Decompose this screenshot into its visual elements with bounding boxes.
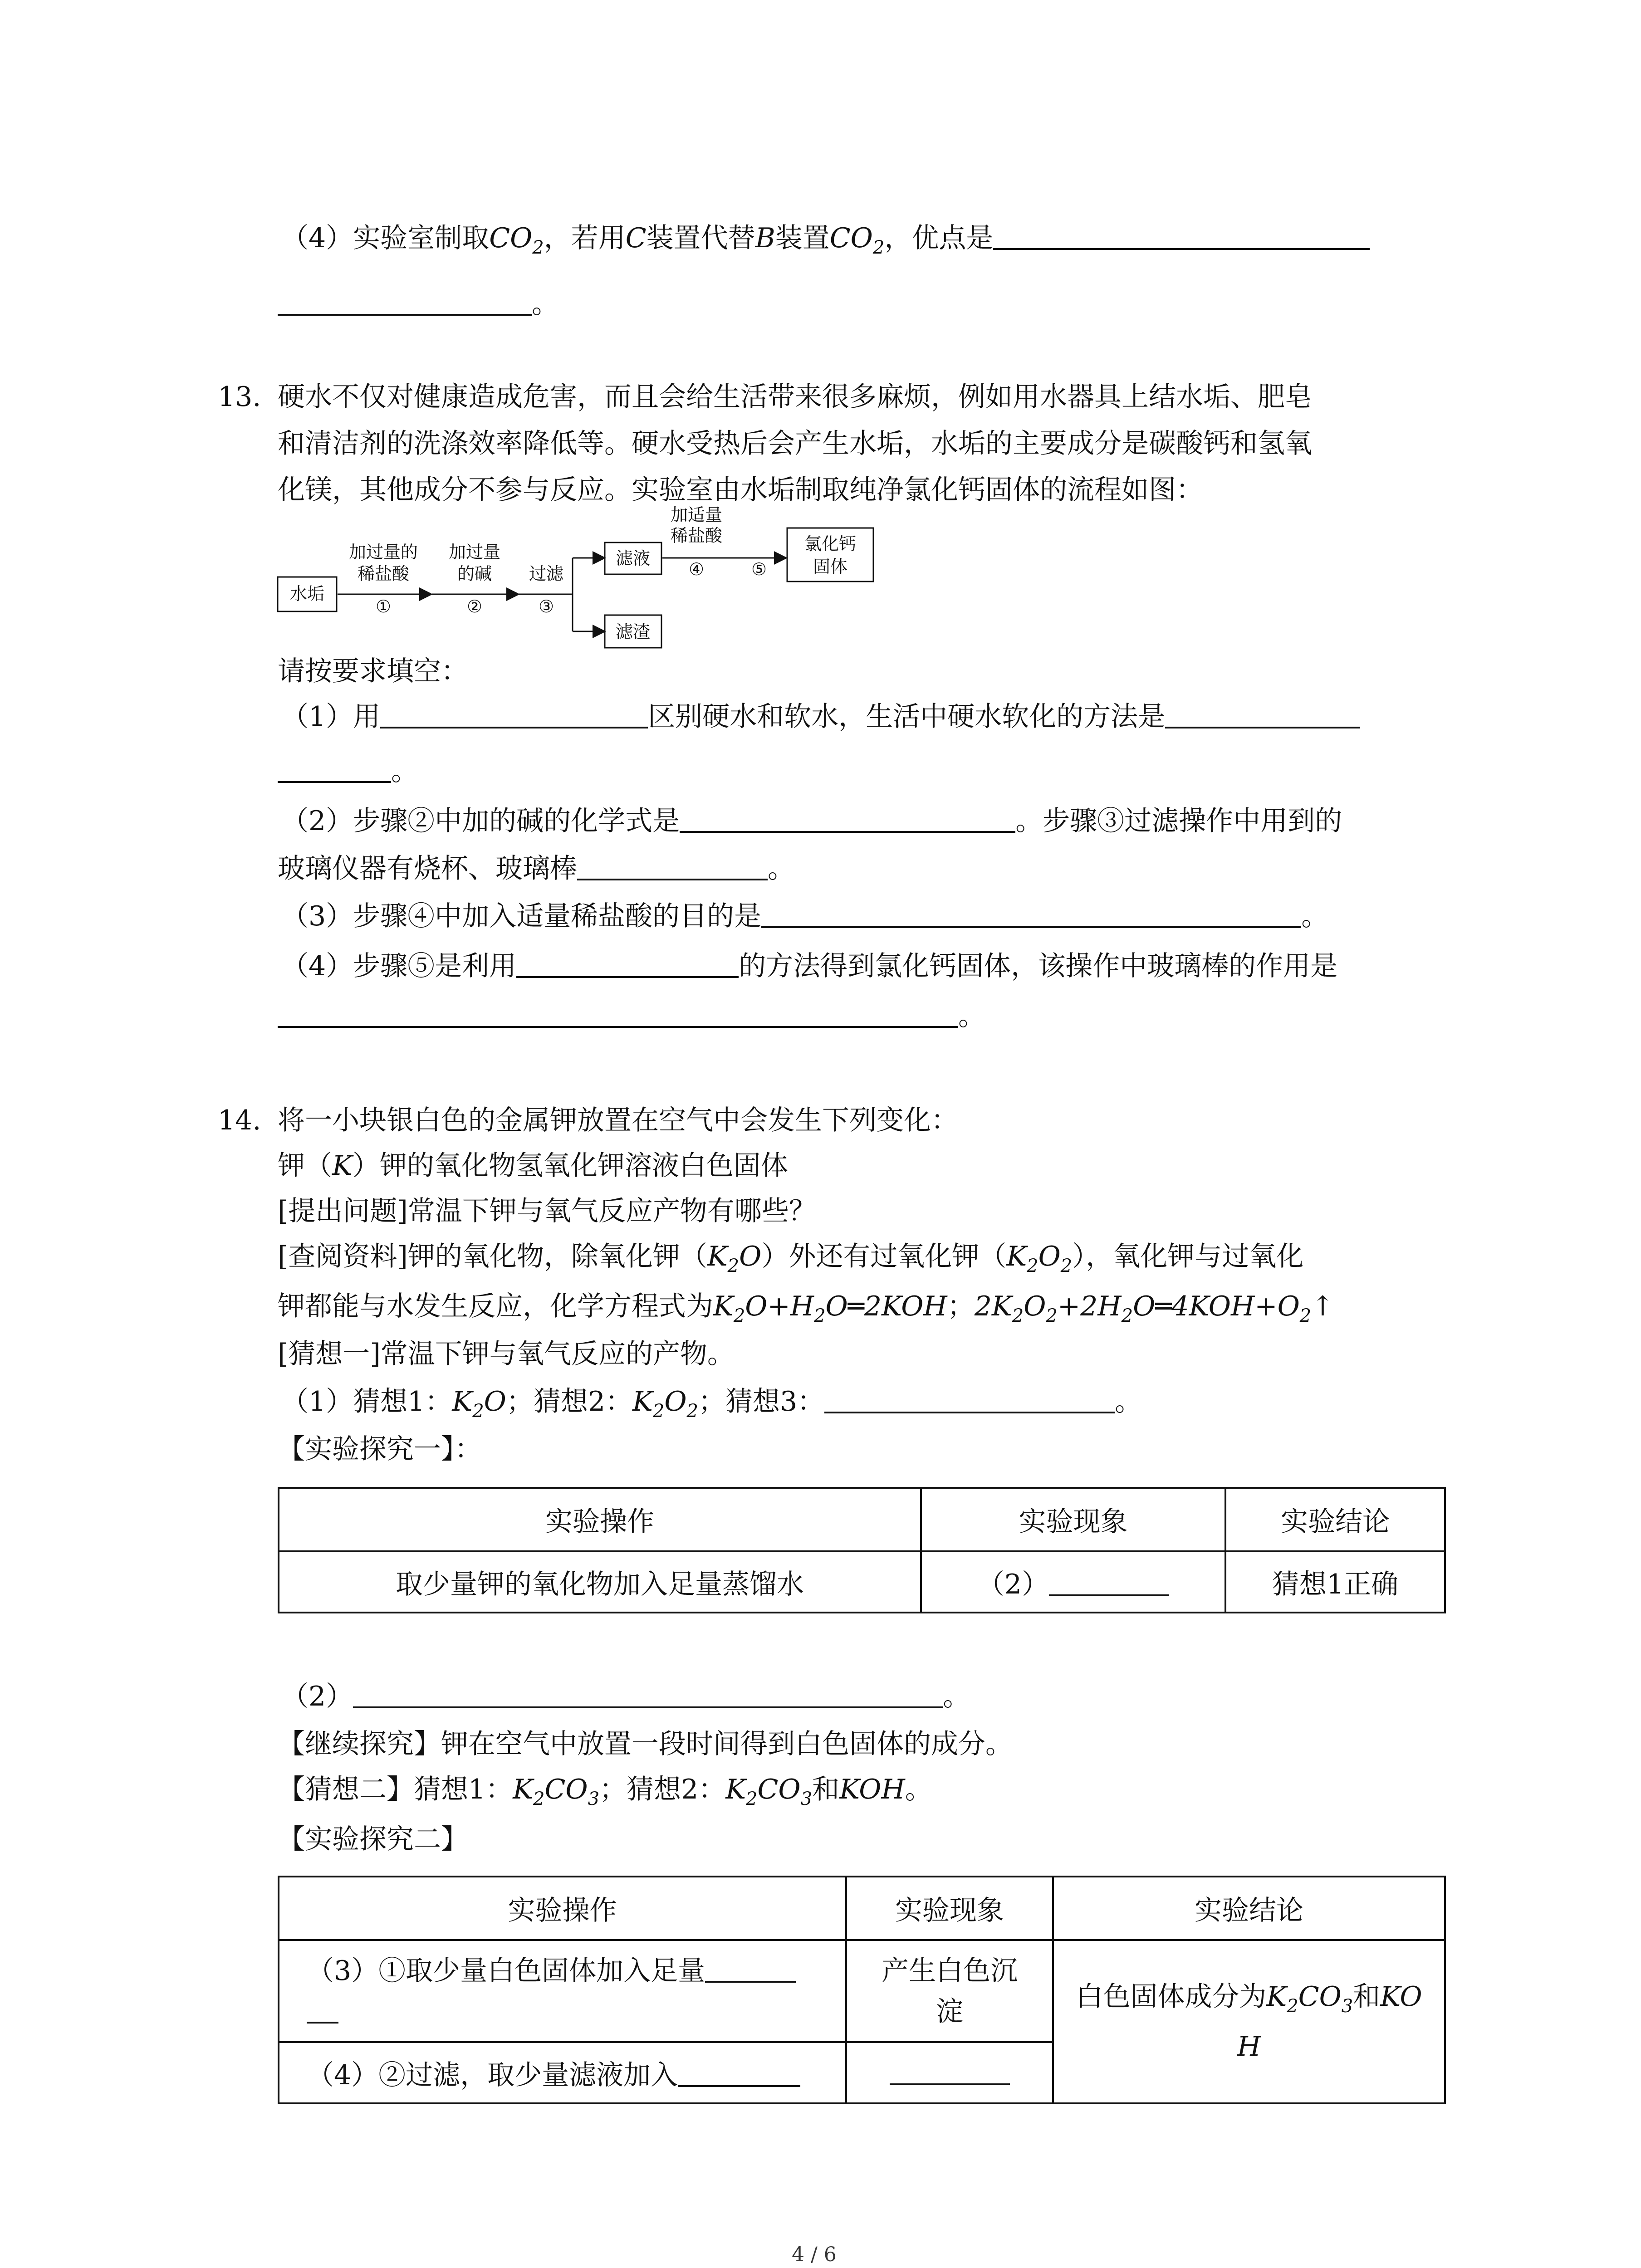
flow-step3-top: 过滤 <box>529 564 564 584</box>
answer-blank[interactable] <box>824 1384 1115 1413</box>
page-number: 4 / 6 <box>792 2243 837 2266</box>
answer-blank[interactable] <box>278 287 532 316</box>
table2-row1-phenomenon: 产生白色沉 淀 <box>846 1940 1053 2042</box>
q14-line12: 【实验探究二】 <box>278 1823 468 1855</box>
answer-blank[interactable] <box>1165 699 1360 728</box>
q14-line4: [查阅资料]钾的氧化物，除氧化钾$(K_2O)$外还有过氧化钾$(K_2O_2)$，氧化钾与过氧化 <box>278 1241 1304 1276</box>
answer-blank[interactable] <box>680 804 1015 833</box>
answer-blank[interactable] <box>1049 1567 1169 1596</box>
q13-part3: （3）步骤④中加入适量稀盐酸的目的是 。 <box>281 894 1328 939</box>
answer-blank[interactable] <box>993 221 1370 250</box>
q13-part4: （4）步骤⑤是利用 的方法得到氯化钙固体，该操作中玻璃棒的作用是 <box>281 943 1337 989</box>
answer-blank[interactable] <box>678 2058 800 2087</box>
flow-step4-mid: 稀盐酸 <box>670 526 723 546</box>
answer-blank[interactable] <box>307 1994 338 2024</box>
table2-header-phenomenon: 实验现象 <box>846 1877 1053 1940</box>
table1-cell-operation: 取少量钾的氧化物加入足量蒸馏水 <box>279 1551 921 1613</box>
q13-part1-cont: 。 <box>278 748 418 794</box>
flow-filtrate-label: 滤液 <box>615 548 651 568</box>
answer-blank[interactable] <box>278 754 391 783</box>
flow-step2-num: ② <box>466 596 483 616</box>
table1-header-conclusion: 实验结论 <box>1225 1488 1445 1551</box>
flow-step1-mid: 稀盐酸 <box>357 564 410 584</box>
answer-blank[interactable] <box>705 1954 796 1983</box>
answer-blank[interactable] <box>761 899 1301 928</box>
q13-instruction: 请按要求填空： <box>278 655 468 687</box>
flow-product-label-2: 固体 <box>813 557 848 577</box>
table1-cell-conclusion: 猜想1正确 <box>1225 1551 1445 1613</box>
q14-line5: 钾都能与水发生反应，化学方程式为$K_2O+H_2O═2KOH$；$2K_2O_2+2H_2O═4KOH+O_2↑$ <box>278 1290 1334 1326</box>
flow-product-label-1: 氯化钙 <box>804 534 857 554</box>
q13-flow-diagram <box>272 505 898 658</box>
flow-step3-num: ③ <box>538 596 554 616</box>
q14-line2: 钾（K）钾的氧化物氢氧化钾溶液白色固体 <box>278 1150 788 1182</box>
flow-step2-top: 加过量 <box>448 542 501 562</box>
q13-part2-cont: 玻璃仪器有烧杯、玻璃棒 。 <box>278 846 795 891</box>
q14-line11: 【猜想二】猜想1：$K_2CO_3$；猜想2：$K_2CO_3$和KOH。 <box>278 1774 932 1809</box>
table1-header-operation: 实验操作 <box>279 1488 921 1551</box>
q13-stem-line1: 硬水不仅对健康造成危害，而且会给生活带来很多麻烦，例如用水器具上结水垢、肥皂 <box>278 381 1312 413</box>
q14-line3: [提出问题]常温下钾与氧气反应产物有哪些？ <box>278 1195 816 1227</box>
answer-blank[interactable] <box>890 2056 1010 2085</box>
flow-residue-label: 滤渣 <box>615 622 651 642</box>
q13-number: 13. <box>218 381 261 413</box>
table2-conclusion: 白色固体成分为$K_2CO_3$和KO H <box>1053 1940 1445 2103</box>
q12-part4-cont: 。 <box>278 281 559 327</box>
answer-blank[interactable] <box>577 851 768 880</box>
answer-blank[interactable] <box>516 949 739 978</box>
flow-start-label: 水垢 <box>289 584 325 604</box>
answer-blank[interactable] <box>278 999 958 1028</box>
q14-number: 14. <box>218 1105 261 1136</box>
q14-line8: 【实验探究一】： <box>278 1433 482 1465</box>
table1-cell-phenomenon: （2） <box>921 1551 1225 1613</box>
table2-row2-operation: （4）②过滤，取少量滤液加入 <box>279 2042 846 2103</box>
flow-step1-top: 加过量的 <box>348 542 418 562</box>
table2-header-conclusion: 实验结论 <box>1053 1877 1445 1940</box>
table2-row2-phenomenon <box>846 2042 1053 2103</box>
q14-line6: [猜想一]常温下钾与氧气反应的产物。 <box>278 1338 735 1370</box>
flow-step4-num: ④ <box>688 559 705 579</box>
q13-stem-line2: 和清洁剂的洗涤效率降低等。硬水受热后会产生水垢，水垢的主要成分是碳酸钙和氢氧 <box>278 428 1312 459</box>
flow-step4-top: 加适量 <box>670 505 723 525</box>
q14-line9: （2） 。 <box>281 1674 970 1719</box>
experiment-table-1 <box>278 1487 1446 1613</box>
q14-line7: （1）猜想1：$K_2O$；猜想2：$K_2O_2$；猜想3： 。 <box>281 1379 1142 1424</box>
flow-step5-num: ⑤ <box>751 559 767 579</box>
table2-row1-operation: （3）①取少量白色固体加入足量 <box>279 1940 846 2042</box>
q14-line10: 【继续探究】钾在空气中放置一段时间得到白色固体的成分。 <box>278 1728 1013 1760</box>
q13-part1: （1）用 区别硬水和软水，生活中硬水软化的方法是 <box>281 694 1360 739</box>
q13-part4-cont: 。 <box>278 993 985 1039</box>
q13-stem-line3: 化镁，其他成分不参与反应。实验室由水垢制取纯净氯化钙固体的流程如图： <box>278 474 1203 506</box>
q14-line1: 将一小块银白色的金属钾放置在空气中会发生下列变化： <box>278 1105 958 1136</box>
table2-header-operation: 实验操作 <box>279 1877 846 1940</box>
table1-header-phenomenon: 实验现象 <box>921 1488 1225 1551</box>
q12-part4: （4）实验室制取$CO_2$，若用C装置代替B装置$CO_2$，优点是 <box>281 215 1370 261</box>
experiment-table-2 <box>278 1876 1446 2104</box>
q13-part2: （2）步骤②中加的碱的化学式是 。步骤③过滤操作中用到的 <box>281 798 1342 844</box>
answer-blank[interactable] <box>380 699 648 728</box>
flow-step2-mid: 的碱 <box>457 564 492 584</box>
answer-blank[interactable] <box>353 1679 943 1708</box>
flow-step1-num: ① <box>375 596 392 616</box>
